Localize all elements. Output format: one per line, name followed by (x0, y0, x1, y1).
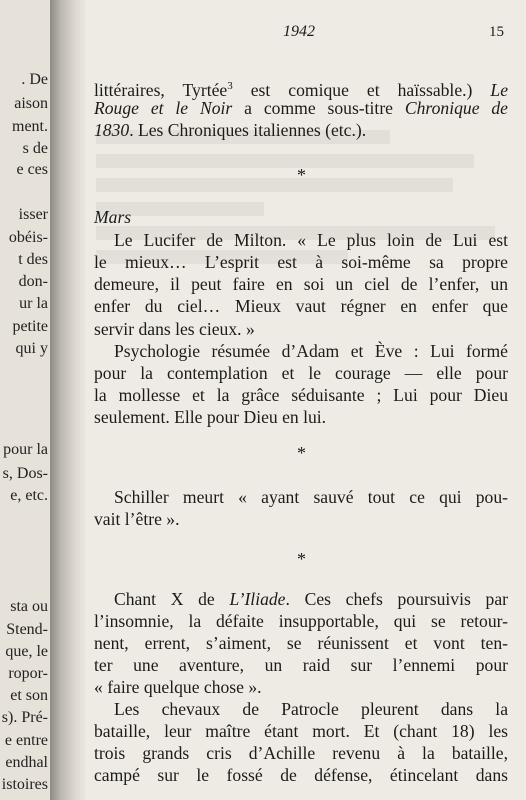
text-line: vait l’être ». (94, 509, 180, 529)
text-line: littéraires, Tyrtée$^3$ est comique et haïssable.) Le (94, 79, 508, 100)
text-line: trois grands cris d’Achille revenu à la bataille, (94, 743, 508, 763)
text-line: seulement. Elle pour Dieu en lui. (94, 407, 327, 427)
text-line: demeure, il peut faire en soi un ciel de l’enfer, un (94, 274, 508, 294)
section-heading: Mars (94, 207, 132, 227)
left-page-line: pour la (3, 441, 48, 458)
page-number: 15 (489, 24, 504, 40)
section-separator: * (297, 165, 306, 185)
left-page-line: e ces (16, 161, 48, 178)
text-line: Schiller meurt « ayant sauvé tout ce qui pou- (114, 487, 508, 507)
right-page (86, 0, 526, 800)
left-page-line: ment. (12, 118, 48, 135)
left-page-line: s, Dos- (2, 465, 48, 482)
section-separator: * (297, 443, 306, 463)
left-page-line: obéis- (8, 229, 48, 246)
left-page-line: isser (18, 206, 48, 223)
text-line: Rouge et le Noir a comme sous-titre Chronique de (94, 98, 508, 118)
left-page-line: s). Pré- (1, 709, 48, 726)
left-page-line: s de (22, 140, 48, 157)
text-line: Chant X de L’Iliade. Ces chefs poursuivis par (114, 589, 508, 609)
left-page-line: e entre (4, 732, 48, 749)
text-line: « faire quelque chose ». (94, 677, 262, 697)
left-page-line: que, le (5, 643, 48, 660)
left-page-line: ropor- (8, 665, 48, 682)
left-page-line: ur la (19, 295, 48, 312)
left-page-line: t des (18, 251, 48, 268)
left-page-line: qui y (15, 340, 48, 357)
left-page-line: istoires (1, 776, 48, 793)
left-page-line: . De (21, 71, 48, 88)
text-line: campé sur le fossé de défense, étincelant dans (94, 765, 508, 785)
text-line: Les chevaux de Patrocle pleurent dans la (114, 699, 508, 719)
left-page-line: petite (12, 318, 48, 335)
book-gutter (50, 0, 86, 800)
left-page-line: sta ou (10, 598, 48, 615)
running-header-title: 1942 (283, 23, 315, 40)
text-line: enfer du ciel… Mieux vaut régner en enfer que (94, 296, 508, 316)
left-page-line: don- (18, 273, 48, 290)
left-page-line: endhal (5, 754, 48, 771)
footnote-ref: 3 (227, 80, 233, 92)
text-line: l’insomnie, la défaite insupportable, qui se retour- (94, 611, 508, 631)
text-line: servir dans les cieux. » (94, 319, 255, 339)
left-page-line: Stend- (6, 621, 48, 638)
text-line: la mollesse et la grâce séduisante ; Lui pour Dieu (94, 385, 508, 405)
left-page-line: et son (10, 687, 48, 704)
text-line: pour la contemplation et le courage — elle pour (94, 363, 508, 383)
section-separator: * (297, 549, 306, 569)
text-line: 1830. Les Chroniques italiennes (etc.). (94, 120, 367, 140)
text-line: Psychologie résumée d’Adam et Ève : Lui formé (114, 341, 508, 361)
text-line: Le Lucifer de Milton. « Le plus loin de Lui est (114, 230, 508, 250)
text-line: nent, errent, s’aiment, se réunissent et vont ten- (94, 633, 508, 653)
left-page-line: aison (14, 95, 48, 112)
left-page-line: e, etc. (10, 487, 48, 504)
text-line: le mieux… L’esprit est à soi-même sa propre (94, 252, 508, 272)
text-line: ter une aventure, un raid sur l’ennemi pour (94, 655, 508, 675)
left-page-edge (0, 0, 50, 800)
text-line: bataille, leur maître étant mort. Et (chant 18) les (94, 721, 508, 741)
